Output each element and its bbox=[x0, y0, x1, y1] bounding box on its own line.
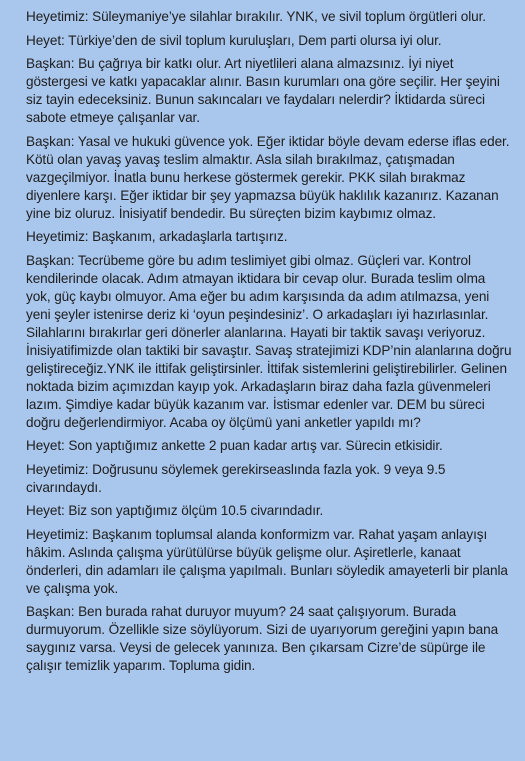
paragraph: Heyetimiz: Başkanım, arkadaşlarla tartışırız. bbox=[26, 229, 288, 244]
paragraph: Heyet: Türkiye’den de sivil toplum kuruluşları, Dem parti olursa iyi olur. bbox=[26, 32, 442, 48]
paragraph: Başkan: Tecrübeme göre bu adım teslimiyet gibi olmaz. Güçleri var. Kontrol kendilerinde olacak. Adım atmayan iktidara bir cevap olur. Burada teslim olma yok, güç kaybı olmuyor. Ama eğer bu adım karşısında da adım atılmazsa, yeni yeni şeyler istenirse deriz ki ‘oyun peşindesiniz’. O arkadaşları iyi hazırlasınlar. Silahlarını bırakırlar geri dönerler alanlarına. Hayati bir taktik savaşı veriyoruz. İnisiyatifimizde olan taktiki bir savaştır. Savaş stratejimizi KDP’nin alanlarına doğru geliştireceğiz.YNK ile ittifak geliştirsinler. İttifak sistemlerini geliştirebilirler. Gelinen noktada bizim açımızdan kayıp yok. Arkadaşların biraz daha fazla güvenmeleri lazım. Şimdiye kadar büyük kazanım var. İstismar edenler var. DEM bu süreci doğru değerlendirmiyor. Acaba oy ölçümü yani anketler yapıldı mı? bbox=[26, 252, 512, 430]
paragraph: Heyetimiz: Başkanım toplumsal alanda konformizm var. Rahat yaşam anlayışı hâkim. Aslında çalışma yürütülürse büyük gelişme olur. Aşiretlerle, kanaat önderleri, din adamları ile çalışma yapılmalı. Bunları söyledik amayeterli bir planla ve çalışma yok. bbox=[26, 526, 508, 596]
paragraph: Heyet: Biz son yaptığımız ölçüm 10.5 civarındadır. bbox=[26, 503, 324, 518]
paragraph: Başkan: Bu çağrıya bir katkı olur. Art niyetlileri alana almazsınız. İyi niyet göstergesi ve katkı yapacaklar alınır. Basın kurumları ona göre seçilir. Her şeyini siz tayin edeceksiniz. Bunun sakıncaları ve faydaları nelerdir? İktidarda süreci sabote etmeye çalışanlar var. bbox=[26, 56, 500, 125]
paragraph: Heyet: Son yaptığımız ankette 2 puan kadar artış var. Sürecin etkisidir. bbox=[26, 438, 443, 453]
paragraph: Heyetimiz: Doğrusunu söylemek gerekirseaslında fazla yok. 9 veya 9.5 civarındaydı. bbox=[26, 461, 446, 495]
paragraph: Başkan: Ben burada rahat duruyor muyum? 24 saat çalışıyorum. Burada durmuyorum. Özellikle size söylüyorum. Sizi de uyarıyorum gereğini yapın bana saygınız varsa. Veysi de gelecek yanınıza. Ben çıkarsam Cizre’de süpürge ile çalışır temizlik yaparım. Topluma gidin. bbox=[26, 604, 499, 673]
paragraph: Başkan: Yasal ve hukuki güvence yok. Eğer iktidar böyle devam ederse iflas eder. Kötü olan yavaş yavaş teslim almaktır. Asla silah bırakılmaz, çatışmadan vazgeçilmiyor. İnatla bunu herkese göstermek gerekir. PKK silah bırakmaz diyenlere karşı. Eğer iktidar bir şey yapmazsa büyük haklılık kazanırız. Kazanan yine biz oluruz. İnisiyatif bendedir. Bu süreçten bizim kaybımız olmaz. bbox=[26, 133, 510, 221]
paragraph: Heyetimiz: Süleymaniye’ye silahlar bırakılır. YNK, ve sivil toplum örgütleri olur. bbox=[26, 9, 486, 24]
